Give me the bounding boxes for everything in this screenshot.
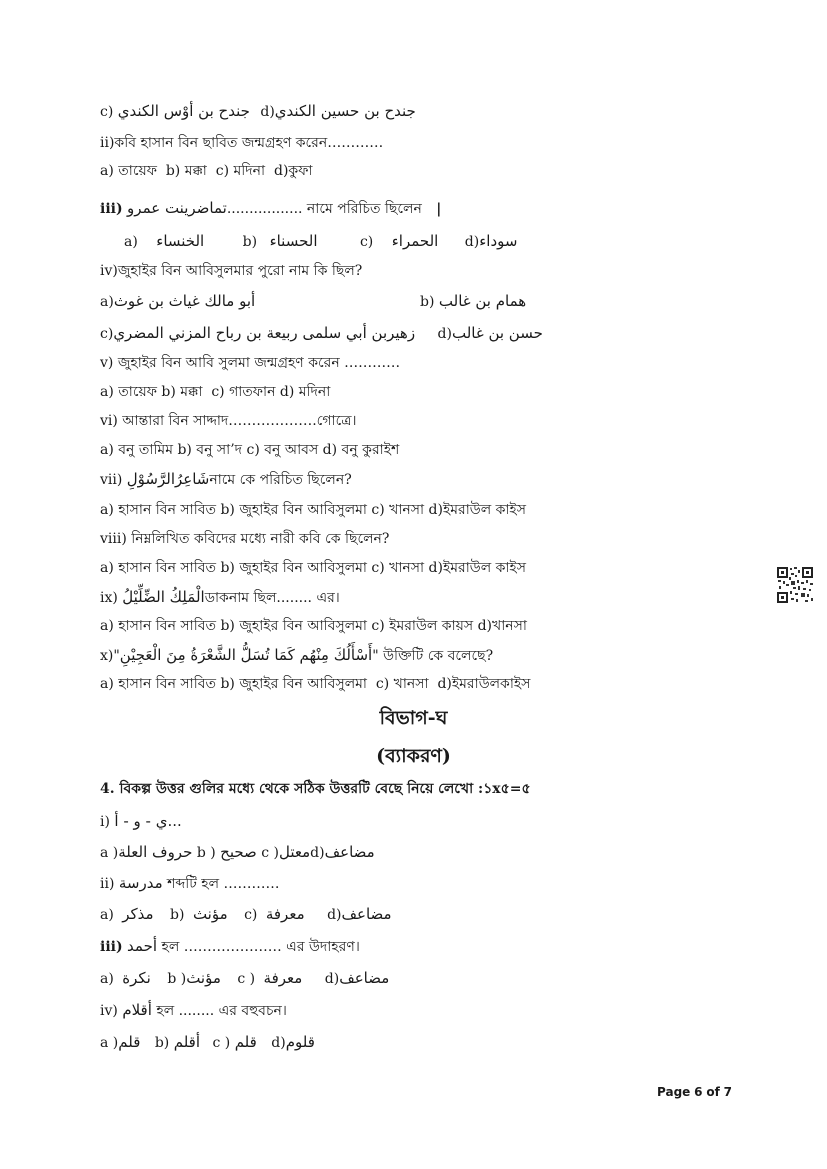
question-line: x)"أَسْأَلُكَ مِنْهُم كَمَا تُسَلُّ الشَّعْرَةُ مِنَ الْعَجِيْنِ" উক্তিটি কে বলেছে?: [100, 646, 494, 664]
question-line: ii) مدرسة শব্দটি হল …………: [100, 874, 280, 892]
question-line: vii) شَاعِرُالرَّسُوْلِনামে কে পরিচিত ছিলেন?: [100, 470, 352, 488]
question-line: viii) নিম্নলিখিত কবিদের মধ্যে নারী কবি কে ছিলেন?: [100, 531, 390, 547]
question-line: v) জুহাইর বিন আবি সুলমা জন্মগ্রহণ করেন …………: [100, 355, 401, 371]
question-line: iv) أقلام হল ........ এর বহুবচন।: [100, 1001, 287, 1019]
option-line: a )حروف العلة b ) صحيح c )معتلd)مضاعف: [100, 843, 375, 861]
option-line: a) مذكر b) مؤنث c) معرفة d)مضاعف: [100, 905, 392, 923]
question-line: vi) আন্তারা বিন সাদ্দাদ……………….গোত্রে।: [100, 413, 357, 429]
option-line: a) نكرة b )مؤنث c ) معرفة d)مضاعف: [100, 969, 390, 987]
option-line: a) হাসান বিন সাবিত b) জুহাইর বিন আবিসুলমা c) খানসা d)ইমরাউল কাইস: [100, 502, 526, 518]
option-line: c) جندح بن أوْس الكندي d)جندح بن حسين الكندي: [100, 102, 416, 120]
option-line: a) হাসান বিন সাবিত b) জুহাইর বিন আবিসুলমা c) খানসা d)ইমরাউলকাইস: [100, 676, 531, 692]
option-line: a)أبو مالك غياث بن غوث b) همام بن غالب: [100, 292, 527, 310]
option-line: c)زهيربن أبي سلمى ربيعة بن رباح المزني المضري d)حسن بن غالب: [100, 324, 543, 342]
qr-code-icon: [776, 566, 814, 604]
option-line: a) হাসান বিন সাবিত b) জুহাইর বিন আবিসুলমা c) ইমরাউল কায়স d)খানসা: [100, 618, 527, 634]
section-title: বিভাগ-ঘ: [379, 707, 448, 729]
option-line: a) الخنساء b) الحسناء c) الحمراء d)سوداء: [124, 232, 518, 250]
option-line: a) বনু তামিম b) বনু সা’দ c) বনু আবস d) বনু কুরাইশ: [100, 442, 400, 458]
question-line: iii) تماضرينت عمرو................. নামে পরিচিত ছিলেন |: [100, 199, 442, 217]
question-line: ix) الْمَلِكُ الضِّلِّيْلُডাকনাম ছিল........ এর।: [100, 588, 340, 606]
section-subtitle: (ব্যাকরণ): [376, 745, 451, 767]
question-line: i) ي - و - أ...: [100, 812, 182, 830]
option-line: a) হাসান বিন সাবিত b) জুহাইর বিন আবিসুলমা c) খানসা d)ইমরাউল কাইস: [100, 560, 526, 576]
question-line: iv)জুহাইর বিন আবিসুলমার পুরো নাম কি ছিল?: [100, 263, 363, 279]
question-line: iii) أحمد হল ………………… এর উদাহরণ।: [100, 937, 360, 955]
option-line: a) তায়েফ b) মক্কা c) মদিনা d)কুফা: [100, 163, 313, 179]
option-line: a) তায়েফ b) মক্কা c) গাতফান d) মদিনা: [100, 384, 331, 400]
option-line: a )قلم b) أقلم c ) قلم d)قلوم: [100, 1033, 315, 1051]
page-footer: Page 6 of 7: [657, 1085, 732, 1099]
question-line: ii)কবি হাসান বিন ছাবিত জন্মগ্রহণ করেন…………: [100, 135, 384, 151]
question-heading: 4. বিকল্প উত্তর গুলির মধ্যে থেকে সঠিক উত্তরটি বেছে নিয়ে লেখো :১x৫=৫: [100, 781, 531, 797]
